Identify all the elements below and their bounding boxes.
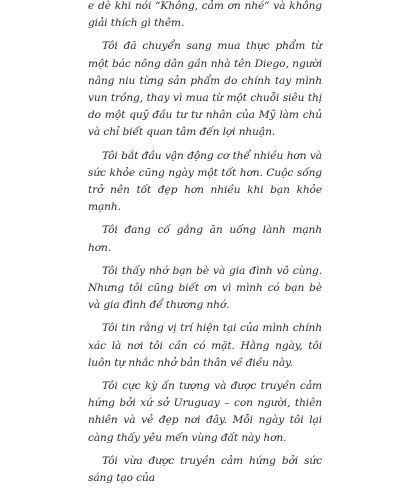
paragraph-family: Tôi thấy nhớ bạn bè và gia đình vô cùng. Nhưng tôi cũng biết ơn vì mình có bạn bè và gia đình để thương nhớ.: [88, 264, 322, 312]
paragraph-uruguay: Tôi cực kỳ ấn tượng và được truyền cảm hứng bởi xứ sở Uruguay – con người, thiên nhiên và vẻ đẹp nơi đây. Mỗi ngày tôi lại càng thấy yêu mến vùng đất này hơn.: [88, 380, 322, 444]
text-column: [88, 0, 322, 493]
paragraph-farmer-diego: Tôi đã chuyển sang mua thực phẩm từ một bác nông dân gần nhà tên Diego, người nâng niu từng sản phẩm do chính tay mình vun trồng, thay vì mua từ một chuỗi siêu thị do một quỹ đầu tư tư nhân của Mỹ làm chủ và chỉ biết quan tâm đến lợi nhuận.: [88, 40, 322, 139]
paragraph-cut-off: Tôi vừa được truyền cảm hứng bởi sức sáng tạo của: [88, 454, 322, 485]
paragraph-exercise: Tôi bắt đầu vận động cơ thể nhiều hơn và sức khỏe cũng ngày một tốt hơn. Cuộc sống trở nên tốt đẹp hơn nhiều khi bạn khỏe mạnh.: [88, 149, 322, 214]
paragraph-continued: e dè khi nói “Không, cảm ơn nhé” và không giải thích gì thêm.: [88, 0, 322, 30]
paragraph-healthy-eating: Tôi đang cố gắng ăn uống lành mạnh hơn.: [88, 224, 322, 254]
paragraph-current-place: Tôi tin rằng vị trí hiện tại của mình chính xác là nơi tôi cần có mặt. Hằng ngày, tôi luôn tự nhắc nhở bản thân về điều này.: [88, 322, 322, 369]
